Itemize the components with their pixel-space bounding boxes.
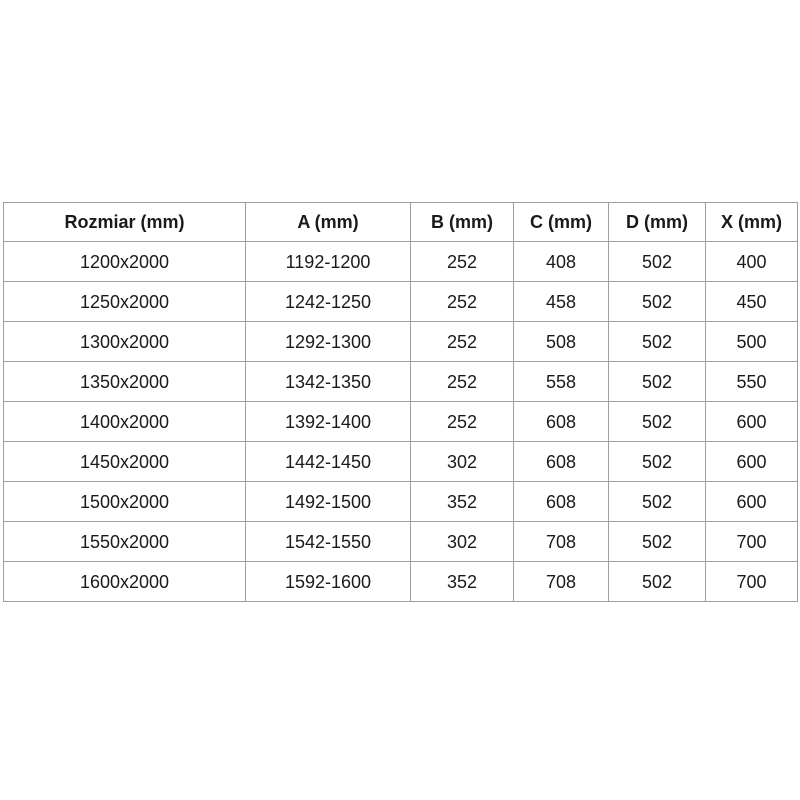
table-cell: 400 — [706, 242, 798, 282]
table-header — [4, 203, 798, 242]
table-cell: 608 — [514, 442, 609, 482]
table-row — [4, 522, 798, 562]
table-row — [4, 562, 798, 602]
column-header: X (mm) — [706, 203, 798, 242]
table-cell: 302 — [411, 522, 514, 562]
table-header-row — [4, 203, 798, 242]
table-cell: 708 — [514, 522, 609, 562]
size-spec-table — [3, 202, 798, 602]
table-cell: 708 — [514, 562, 609, 602]
table-cell: 502 — [609, 362, 706, 402]
table-cell: 558 — [514, 362, 609, 402]
table-cell: 600 — [706, 482, 798, 522]
table-cell: 408 — [514, 242, 609, 282]
table-cell: 500 — [706, 322, 798, 362]
table-cell: 1200x2000 — [4, 242, 246, 282]
table-row — [4, 362, 798, 402]
table-body — [4, 242, 798, 602]
table-cell: 252 — [411, 242, 514, 282]
table-cell: 1242-1250 — [246, 282, 411, 322]
table-row — [4, 322, 798, 362]
table-cell: 1450x2000 — [4, 442, 246, 482]
table-cell: 508 — [514, 322, 609, 362]
table-cell: 1542-1550 — [246, 522, 411, 562]
table-cell: 352 — [411, 562, 514, 602]
table-row — [4, 282, 798, 322]
table-cell: 700 — [706, 562, 798, 602]
table-row — [4, 242, 798, 282]
table-cell: 502 — [609, 322, 706, 362]
table-cell: 352 — [411, 482, 514, 522]
table-cell: 458 — [514, 282, 609, 322]
table-cell: 1500x2000 — [4, 482, 246, 522]
column-header: Rozmiar (mm) — [4, 203, 246, 242]
table-cell: 1400x2000 — [4, 402, 246, 442]
table-cell: 252 — [411, 402, 514, 442]
column-header: B (mm) — [411, 203, 514, 242]
table-cell: 550 — [706, 362, 798, 402]
table-cell: 1300x2000 — [4, 322, 246, 362]
table-cell: 450 — [706, 282, 798, 322]
table-cell: 502 — [609, 242, 706, 282]
table-cell: 1392-1400 — [246, 402, 411, 442]
table-row — [4, 442, 798, 482]
table-cell: 252 — [411, 282, 514, 322]
table-cell: 252 — [411, 362, 514, 402]
table-cell: 502 — [609, 482, 706, 522]
table-cell: 1350x2000 — [4, 362, 246, 402]
table-cell: 302 — [411, 442, 514, 482]
table-cell: 1292-1300 — [246, 322, 411, 362]
table-cell: 502 — [609, 522, 706, 562]
table-cell: 1192-1200 — [246, 242, 411, 282]
table-cell: 502 — [609, 402, 706, 442]
table-cell: 600 — [706, 402, 798, 442]
table-cell: 1600x2000 — [4, 562, 246, 602]
table-cell: 700 — [706, 522, 798, 562]
table-cell: 600 — [706, 442, 798, 482]
table-cell: 608 — [514, 482, 609, 522]
table-cell: 1442-1450 — [246, 442, 411, 482]
table-cell: 1342-1350 — [246, 362, 411, 402]
column-header: C (mm) — [514, 203, 609, 242]
table-row — [4, 402, 798, 442]
table-cell: 252 — [411, 322, 514, 362]
table-cell: 502 — [609, 442, 706, 482]
table-cell: 1592-1600 — [246, 562, 411, 602]
table-cell: 1550x2000 — [4, 522, 246, 562]
table-cell: 502 — [609, 562, 706, 602]
table-cell: 1250x2000 — [4, 282, 246, 322]
table-cell: 1492-1500 — [246, 482, 411, 522]
table-cell: 502 — [609, 282, 706, 322]
table-cell: 608 — [514, 402, 609, 442]
table-row — [4, 482, 798, 522]
column-header: D (mm) — [609, 203, 706, 242]
column-header: A (mm) — [246, 203, 411, 242]
